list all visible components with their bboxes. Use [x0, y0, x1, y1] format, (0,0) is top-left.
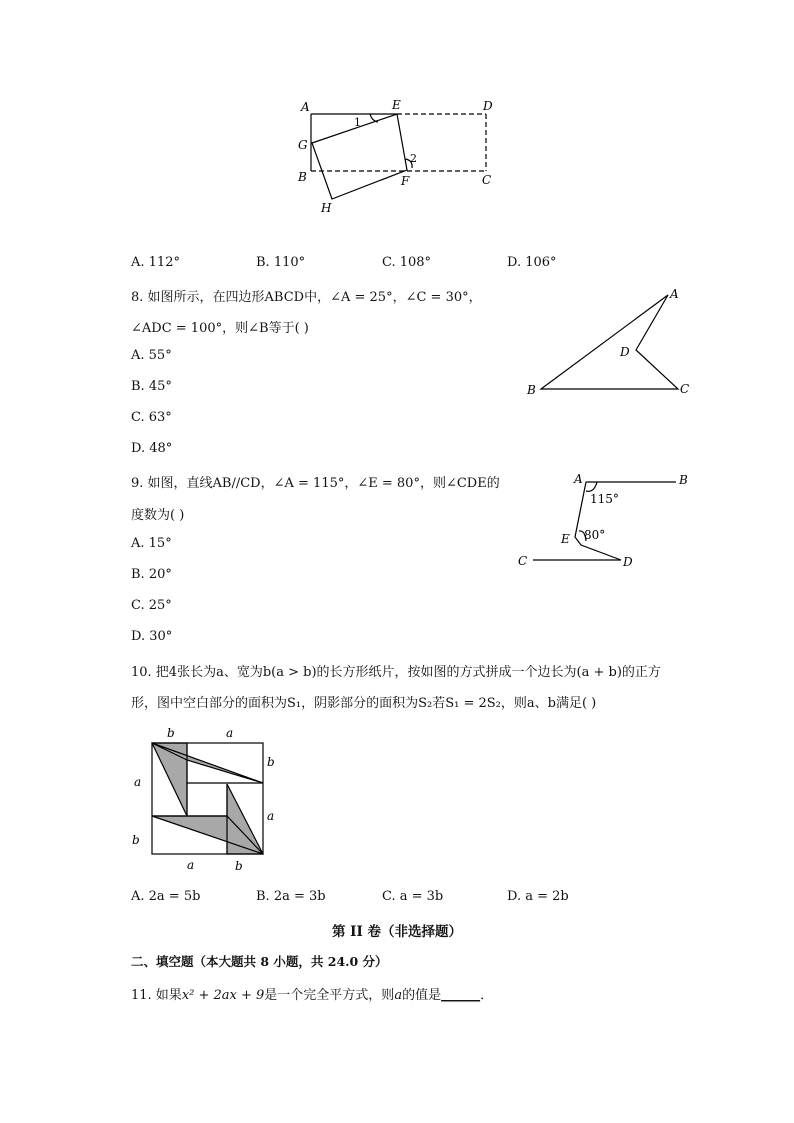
q10-label-a-top: a — [226, 726, 234, 740]
q10-label-b-right-top: b — [267, 755, 275, 769]
q7-label-G: G — [298, 138, 308, 152]
q8-option-c: C. 63° — [131, 410, 172, 425]
q11-prefix: 11. 如果 — [131, 988, 182, 1003]
q11-expression: x² + 2ax + 9 — [181, 988, 265, 1003]
section-title: 第 II 卷（非选择题） — [331, 924, 463, 940]
q7-option-b: B. 110° — [256, 255, 306, 270]
q9-label-C: C — [518, 554, 528, 568]
q7-label-F: F — [401, 174, 410, 188]
q9-option-c: C. 25° — [131, 598, 172, 613]
q8-label-D: D — [620, 345, 630, 359]
q9-label-B: B — [679, 473, 688, 487]
q10-option-c: C. a = 3b — [382, 889, 444, 904]
q10-option-b: B. 2a = 3b — [256, 889, 326, 904]
q7-option-a: A. 112° — [131, 255, 180, 270]
q10-label-a-bottom: a — [187, 858, 195, 872]
q11-end: ． — [480, 988, 494, 1003]
q9-label-D: D — [623, 555, 633, 569]
q8-option-a: A. 55° — [131, 348, 172, 363]
q8-option-b: B. 45° — [131, 379, 172, 394]
q7-label-B: B — [298, 170, 307, 184]
q8-stem-line2: ∠ADC = 100°，则∠B等于( ) — [131, 321, 309, 336]
q10-stem-line2: 形，图中空白部分的面积为S₁，阴影部分的面积为S₂若S₁ = 2S₂，则a、b满足( ) — [131, 696, 597, 711]
q7-option-c: C. 108° — [382, 255, 432, 270]
q7-angle-2: 2 — [410, 152, 417, 165]
q11-stem — [131, 984, 493, 1003]
q7-label-H: H — [321, 201, 332, 215]
q10-label-b-left: b — [132, 833, 140, 847]
part2-heading: 二、填空题（本大题共 8 小题，共 24.0 分） — [131, 954, 388, 969]
q8-label-A: A — [670, 287, 679, 301]
q8-label-C: C — [680, 382, 690, 396]
q7-angle-1: 1 — [354, 116, 361, 129]
q9-option-b: B. 20° — [131, 567, 172, 582]
q10-label-a-left: a — [134, 775, 142, 789]
q10-label-a-right: a — [267, 809, 275, 823]
q9-stem-line1: 9. 如图，直线AB//CD，∠A = 115°，∠E = 80°，则∠CDE的 — [131, 476, 500, 491]
q9-angle-E: 80° — [584, 528, 606, 542]
q10-option-a: A. 2a = 5b — [131, 889, 201, 904]
q9-label-E: E — [561, 532, 570, 546]
q7-option-d: D. 106° — [507, 255, 557, 270]
q10-stem-line1: 10. 把4张长为a、宽为b(a > b)的长方形纸片，按如图的方式拼成一个边长为(a + b)的正方 — [131, 665, 661, 680]
q10-option-d: D. a = 2b — [507, 889, 569, 904]
q9-label-A: A — [574, 472, 583, 486]
q10-label-b-bottom: b — [235, 859, 243, 873]
q8-option-d: D. 48° — [131, 441, 173, 456]
q11-var: a — [394, 988, 403, 1003]
q9-stem-line2: 度数为( ) — [131, 508, 185, 523]
q10-label-b-top: b — [167, 726, 175, 740]
q9-option-d: D. 30° — [131, 629, 173, 644]
q11-suffix: 的值是 — [402, 988, 442, 1003]
q8-stem-line1: 8. 如图所示，在四边形ABCD中，∠A = 25°，∠C = 30°， — [131, 290, 482, 305]
q7-label-C: C — [482, 173, 492, 187]
q11-mid: 是一个完全平方式，则 — [264, 988, 395, 1003]
q8-label-B: B — [527, 383, 536, 397]
q7-label-A: A — [301, 100, 310, 114]
q11-answer-blank[interactable]: ______ — [441, 988, 481, 1003]
q7-label-E: E — [392, 98, 401, 112]
q9-option-a: A. 15° — [131, 536, 172, 551]
q7-label-D: D — [483, 99, 493, 113]
q9-angle-A: 115° — [590, 492, 619, 506]
